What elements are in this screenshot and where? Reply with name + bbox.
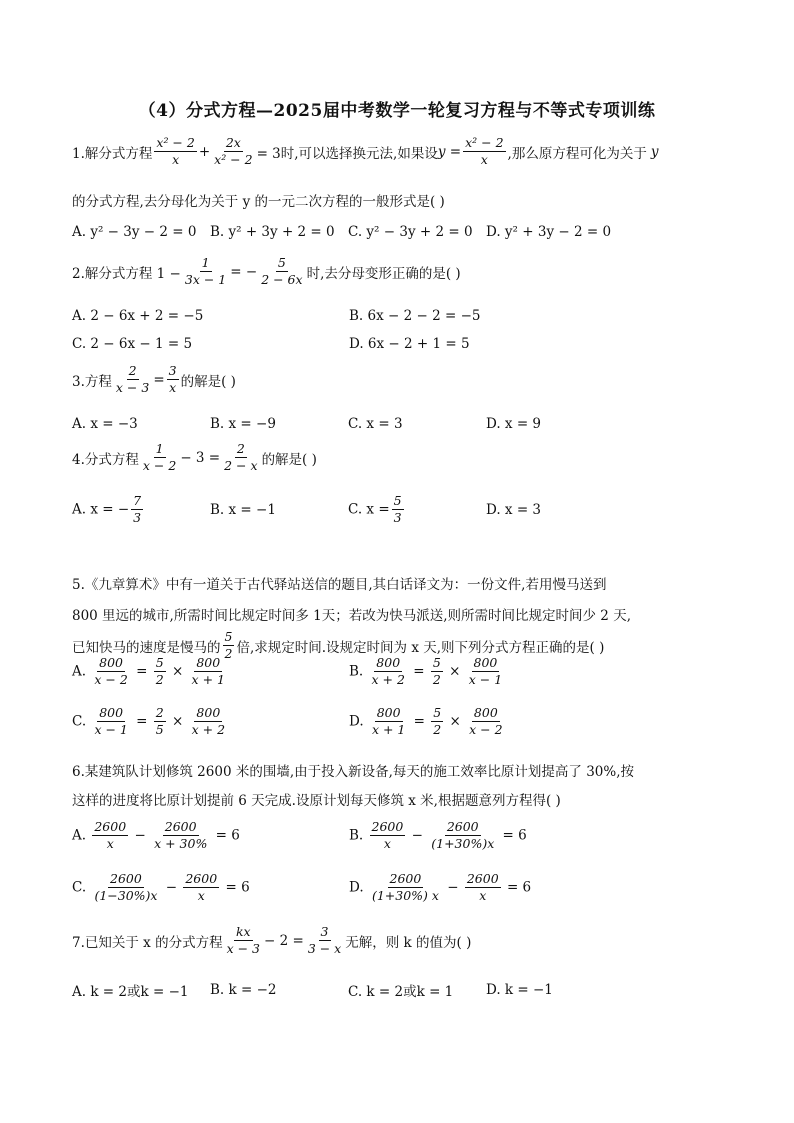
- q6-stem-line1: 6.某建筑队计划修筑 2600 米的围墙,由于投入新设备,每天的施工效率比原计划提高了 30%,按: [72, 764, 634, 780]
- q1-stem-line1: [72, 136, 658, 168]
- q4-fraction-1: $\frac{1}{x - 2}$: [142, 441, 177, 474]
- q4-option-d[interactable]: D. x = 3: [486, 501, 542, 518]
- q3-option-d[interactable]: D. x = 9: [486, 416, 542, 432]
- q6-option-d[interactable]: D. $\frac{2600}{(1+30\%) x}$ − $\frac{2600}{x}$ = 6: [349, 871, 532, 904]
- q2-options-row1: [72, 308, 480, 324]
- q2-option-b[interactable]: B. 6x − 2 − 2 = −5: [349, 308, 481, 324]
- q5-stem-line3: 已知快马的速度是慢马的 $\frac{5}{2}$ 倍,求规定时间.设规定时间为 x 天,则下列分式方程正确的是( ): [72, 629, 605, 662]
- q2-prefix: 2.解分式方程 1 −: [72, 265, 181, 282]
- q3-eq: =: [153, 371, 165, 388]
- q3-option-a[interactable]: A. x = −3: [72, 416, 138, 432]
- q5-stem-fraction: $\frac{5}{2}$: [224, 629, 233, 662]
- q7-prefix: 7.已知关于 x 的分式方程: [72, 934, 223, 951]
- q3-post: 的解是( ): [180, 373, 236, 390]
- q7-options: [72, 980, 624, 1000]
- q3-fraction-2: $\frac{3}{x}$: [168, 363, 177, 396]
- page-title: （4）分式方程—2025届中考数学一轮复习方程与不等式专项训练: [138, 101, 656, 121]
- q4-option-b[interactable]: B. x = −1: [210, 501, 276, 518]
- q7-fraction-2: $\frac{3}{3 - x}$: [307, 924, 342, 957]
- q3-fraction-1: $\frac{2}{x - 3}$: [115, 363, 150, 396]
- q5-option-d[interactable]: D. $\frac{800}{x + 1}$ = $\frac{5}{2}$ × $\frac{800}{x - 2}$: [349, 705, 503, 738]
- q6-stem-line2: 这样的进度将比原计划提前 6 天完成.设原计划每天修筑 x 米,根据题意列方程得( ): [72, 793, 561, 809]
- q1-option-c[interactable]: C. y² − 3y + 2 = 0: [348, 224, 473, 240]
- q2-option-a[interactable]: A. 2 − 6x + 2 = −5: [72, 308, 204, 324]
- q2-fraction-2: $\frac{5}{2 - 6x}$: [261, 255, 303, 288]
- q4-stem: [72, 442, 317, 474]
- q4-prefix: 4.分式方程: [72, 451, 139, 468]
- q4-post: 的解是( ): [261, 451, 317, 468]
- q4-option-a[interactable]: A. x = − $\frac{7}{3}$: [72, 493, 142, 526]
- q1-option-d[interactable]: D. y² + 3y − 2 = 0: [486, 224, 612, 240]
- q1-option-a[interactable]: A. y² − 3y − 2 = 0: [72, 224, 197, 240]
- q2-options-row2: [72, 336, 470, 352]
- q7-stem: [72, 925, 471, 957]
- q7-eq: − 2 =: [264, 932, 304, 949]
- q7-option-a[interactable]: A. k = 2或k = −1: [72, 984, 189, 1000]
- q7-option-c[interactable]: C. k = 2或k = 1: [348, 984, 454, 1000]
- q6-options-row2: [72, 872, 531, 904]
- q1-plus: +: [198, 143, 211, 160]
- q5-stem-line2: 800 里远的城市,所需时间比规定时间多 1天；若改为快马派送,则所需时间比规定时间少 2 天,: [72, 608, 631, 624]
- q2-eq: = −: [230, 263, 258, 280]
- q6-options-row1: [72, 820, 527, 852]
- q5-option-a[interactable]: A. $\frac{800}{x - 2}$ = $\frac{5}{2}$ × $\frac{800}{x + 1}$: [72, 655, 225, 688]
- q4-eq: − 3 =: [180, 449, 221, 466]
- q1-prefix: 1.解分式方程: [72, 145, 153, 162]
- q6-option-b[interactable]: B. $\frac{2600}{x}$ − $\frac{2600}{(1+30\%)x}$ = 6: [349, 819, 527, 852]
- q2-option-d[interactable]: D. 6x − 2 + 1 = 5: [349, 336, 470, 352]
- q1-text-post: ,那么原方程可化为关于: [507, 145, 647, 162]
- q5-stem-line1: 5.《九章算术》中有一道关于古代驿站送信的题目,其白话译文为：一份文件,若用慢马送到: [72, 577, 607, 593]
- q1-y: y: [650, 143, 659, 160]
- q3-options: [72, 416, 624, 432]
- q1-fraction-1: $\frac{\text{x² − 2}}{x}$: [156, 135, 195, 168]
- q2-fraction-1: $\frac{1}{3x - 1}$: [184, 255, 227, 288]
- q4-fraction-2: $\frac{2}{2 - x}$: [224, 441, 258, 474]
- q5-options-row1: [72, 656, 506, 688]
- q2-stem: [72, 256, 461, 288]
- q5-options-row2: [72, 706, 507, 738]
- q1-y-eq: y =: [437, 143, 462, 160]
- q2-option-c[interactable]: C. 2 − 6x − 1 = 5: [72, 336, 193, 352]
- q4-option-c[interactable]: C. x = $\frac{5}{3}$: [348, 493, 402, 526]
- q6-option-c[interactable]: C. $\frac{2600}{(1-30\%)x}$ − $\frac{2600}{x}$ = 6: [72, 871, 250, 904]
- q2-post: 时,去分母变形正确的是( ): [306, 265, 461, 282]
- q3-option-b[interactable]: B. x = −9: [210, 416, 276, 432]
- q3-option-c[interactable]: C. x = 3: [348, 416, 403, 432]
- q7-post: 无解，则 k 的值为( ): [345, 934, 472, 951]
- q1-stem-line2: 的分式方程,去分母化为关于 y 的一元二次方程的一般形式是( ): [72, 194, 445, 210]
- q1-text-mid: = 3时,可以选择换元法,如果设: [256, 145, 438, 162]
- q7-option-b[interactable]: B. k = −2: [210, 982, 277, 998]
- q1-fraction-2: $\frac{2x}{\text{x² − 2}}$: [214, 135, 253, 168]
- q3-stem: [72, 364, 236, 396]
- q5-option-b[interactable]: B. $\frac{800}{x + 2}$ = $\frac{5}{2}$ × $\frac{800}{x - 1}$: [349, 655, 503, 688]
- q7-fraction-1: $\frac{kx}{x - 3}$: [226, 924, 261, 957]
- q6-option-a[interactable]: A. $\frac{2600}{x}$ − $\frac{2600}{x + 30\%}$ = 6: [72, 819, 240, 852]
- q1-options: [72, 224, 624, 240]
- q1-fraction-3: $\frac{\text{x² − 2}}{x}$: [465, 135, 504, 168]
- q4-options: [72, 494, 624, 526]
- q1-option-b[interactable]: B. y² + 3y + 2 = 0: [210, 224, 335, 240]
- q3-prefix: 3.方程: [72, 373, 112, 390]
- q7-option-d[interactable]: D. k = −1: [486, 982, 553, 998]
- q5-option-c[interactable]: C. $\frac{800}{x - 1}$ = $\frac{2}{5}$ × $\frac{800}{x + 2}$: [72, 705, 226, 738]
